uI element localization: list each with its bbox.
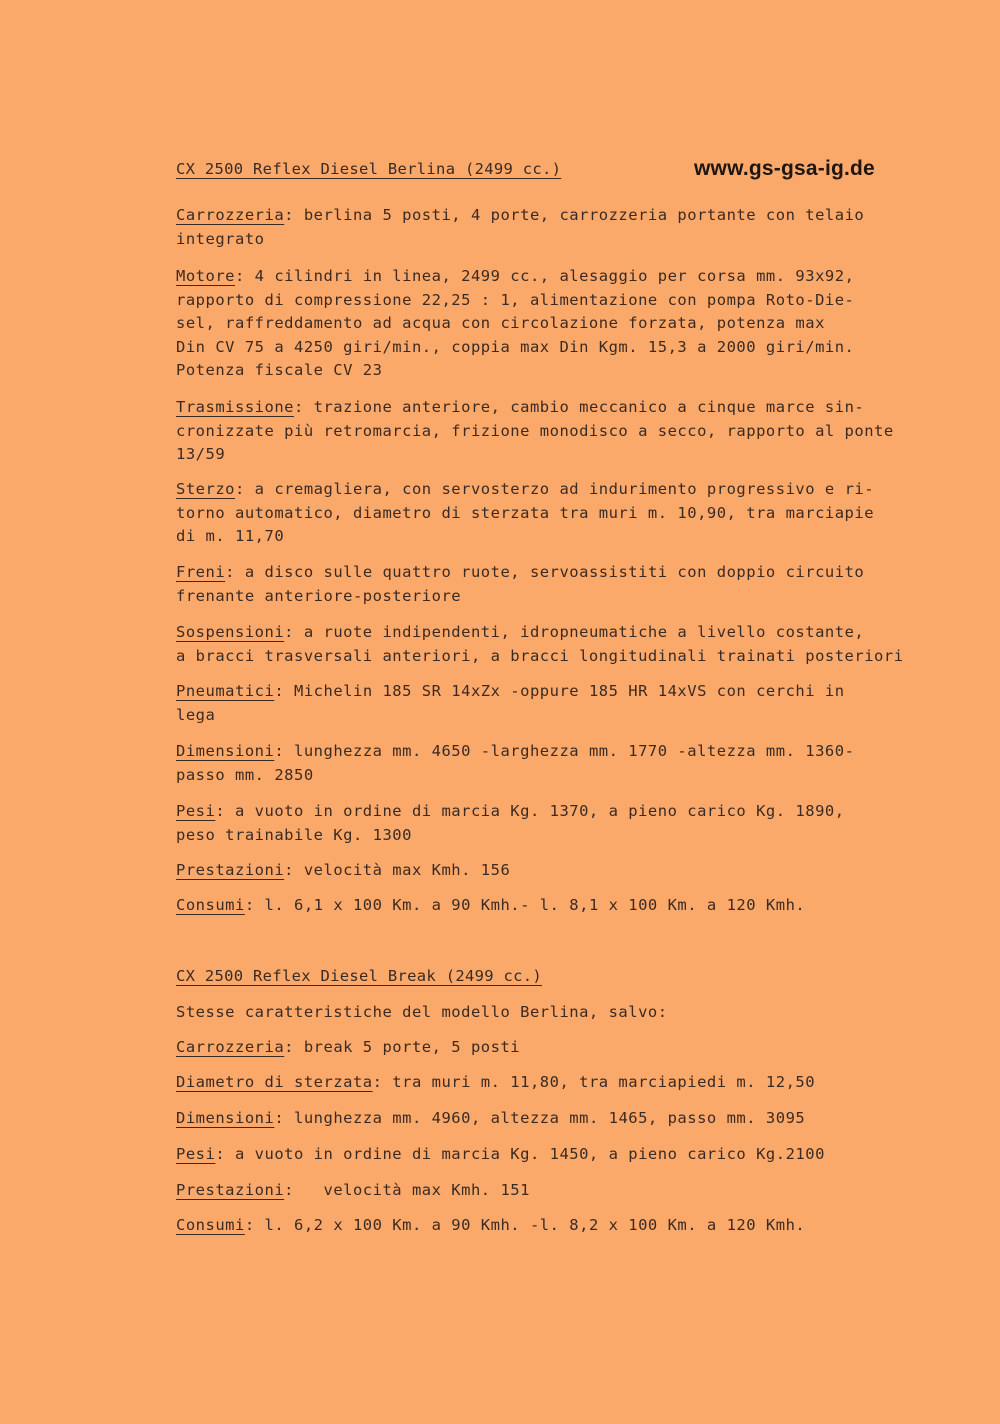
spec-label: Prestazioni — [176, 1181, 285, 1199]
spec-line: Pesi: a vuoto in ordine di marcia Kg. 1450, a pieno carico Kg.2100 — [176, 1145, 825, 1163]
spec-label: Dimensioni — [176, 1109, 275, 1127]
berlina-spec-prestazioni — [176, 859, 956, 883]
spec-label: Pesi — [176, 802, 216, 820]
spec-line: Trasmissione: trazione anteriore, cambio meccanico a cinque marce sin- — [176, 398, 865, 416]
spec-label: Carrozzeria — [176, 206, 285, 224]
spec-label: Freni — [176, 563, 226, 581]
spec-label: Trasmissione — [176, 398, 294, 416]
spec-line: frenante anteriore-posteriore — [176, 586, 462, 605]
spec-line: Carrozzeria: break 5 porte, 5 posti — [176, 1038, 521, 1056]
break-spec-dimensioni — [176, 1107, 956, 1131]
berlina-title: CX 2500 Reflex Diesel Berlina (2499 cc.) — [176, 160, 562, 178]
spec-label: Consumi — [176, 896, 245, 914]
spec-line: Diametro di sterzata: tra muri m. 11,80, tra marciapiedi m. 12,50 — [176, 1073, 816, 1091]
berlina-spec-sterzo — [176, 478, 956, 549]
spec-line: Din CV 75 a 4250 giri/min., coppia max Din Kgm. 15,3 a 2000 giri/min. — [176, 337, 855, 356]
spec-line: Consumi: l. 6,1 x 100 Km. a 90 Kmh.- l. 8,1 x 100 Km. a 120 Kmh. — [176, 896, 806, 914]
spec-line: Consumi: l. 6,2 x 100 Km. a 90 Kmh. -l. 8,2 x 100 Km. a 120 Kmh. — [176, 1216, 806, 1234]
break-intro: Stesse caratteristiche del modello Berlina, salvo: — [176, 1003, 668, 1021]
spec-line: Dimensioni: lunghezza mm. 4650 -larghezza mm. 1770 -altezza mm. 1360- — [176, 742, 855, 760]
break-spec-prestazioni — [176, 1179, 956, 1203]
spec-label: Dimensioni — [176, 742, 275, 760]
spec-line: cronizzate più retromarcia, frizione monodisco a secco, rapporto al ponte — [176, 421, 894, 440]
spec-line: Carrozzeria: berlina 5 posti, 4 porte, carrozzeria portante con telaio — [176, 206, 865, 224]
spec-label: Consumi — [176, 1216, 245, 1234]
berlina-spec-sospensioni — [176, 621, 956, 668]
berlina-spec-motore — [176, 265, 956, 383]
watermark-url: www.gs-gsa-ig.de — [694, 157, 875, 180]
berlina-spec-consumi — [176, 894, 956, 918]
spec-line: di m. 11,70 — [176, 527, 285, 545]
berlina-spec-dimensioni — [176, 740, 956, 787]
berlina-spec-carrozzeria — [176, 204, 956, 251]
spec-label: Motore — [176, 267, 235, 285]
spec-label: Sterzo — [176, 480, 235, 498]
spec-line: lega — [176, 705, 216, 724]
spec-label: Sospensioni — [176, 623, 285, 641]
berlina-spec-pneumatici — [176, 680, 956, 727]
break-spec-carrozzeria — [176, 1036, 956, 1060]
spec-line: integrato — [176, 229, 265, 248]
berlina-spec-trasmissione — [176, 396, 956, 467]
spec-line: rapporto di compressione 22,25 : 1, alimentazione con pompa Roto-Die- — [176, 290, 855, 309]
spec-line: Pesi: a vuoto in ordine di marcia Kg. 1370, a pieno carico Kg. 1890, — [176, 802, 845, 820]
spec-line: Freni: a disco sulle quattro ruote, servoassistiti con doppio circuito — [176, 563, 865, 581]
spec-line: Prestazioni: velocità max Kmh. 156 — [176, 861, 511, 879]
spec-line: torno automatico, diametro di sterzata tra muri m. 10,90, tra marciapie — [176, 503, 875, 522]
spec-label: Pneumatici — [176, 682, 275, 700]
break-spec-diametro-di-sterzata — [176, 1071, 956, 1095]
spec-line: Potenza fiscale CV 23 — [176, 361, 383, 379]
berlina-spec-freni — [176, 561, 956, 608]
spec-label: Prestazioni — [176, 861, 285, 879]
spec-line: sel, raffreddamento ad acqua con circolazione forzata, potenza max — [176, 314, 825, 332]
spec-label: Pesi — [176, 1145, 216, 1163]
spec-label: Diametro di sterzata — [176, 1073, 373, 1091]
break-spec-consumi — [176, 1214, 956, 1238]
berlina-spec-pesi — [176, 800, 956, 847]
spec-line: a bracci trasversali anteriori, a bracci longitudinali trainati posteriori — [176, 646, 904, 665]
break-spec-pesi — [176, 1143, 956, 1167]
spec-line: Prestazioni: velocità max Kmh. 151 — [176, 1181, 530, 1199]
spec-line: Pneumatici: Michelin 185 SR 14xZx -oppure 185 HR 14xVS con cerchi in — [176, 682, 845, 700]
spec-line: Motore: 4 cilindri in linea, 2499 cc., alesaggio per corsa mm. 93x92, — [176, 267, 855, 285]
spec-line: Sospensioni: a ruote indipendenti, idropneumatiche a livello costante, — [176, 623, 865, 641]
spec-line: Sterzo: a cremagliera, con servosterzo ad indurimento progressivo e ri- — [176, 480, 875, 498]
spec-line: 13/59 — [176, 445, 226, 463]
spec-line: passo mm. 2850 — [176, 765, 314, 784]
break-title: CX 2500 Reflex Diesel Break (2499 cc.) — [176, 967, 543, 985]
spec-line: Dimensioni: lunghezza mm. 4960, altezza mm. 1465, passo mm. 3095 — [176, 1109, 806, 1127]
spec-line: peso trainabile Kg. 1300 — [176, 825, 412, 844]
spec-label: Carrozzeria — [176, 1038, 285, 1056]
